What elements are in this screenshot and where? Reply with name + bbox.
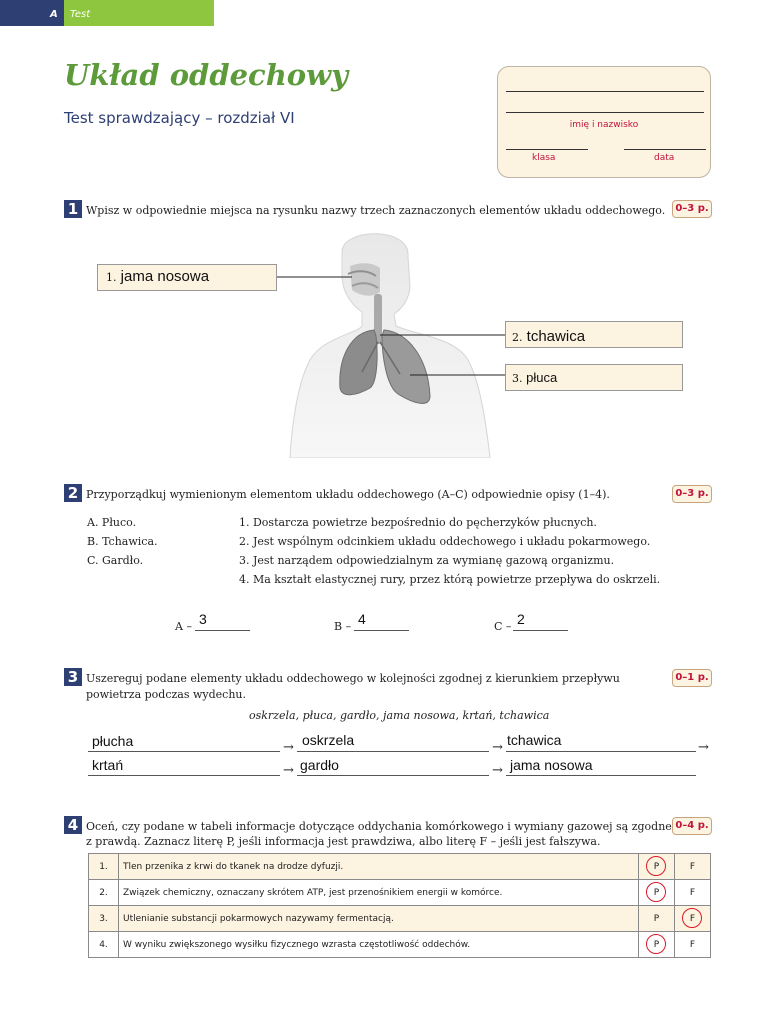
- question-number: 4: [64, 816, 82, 834]
- sequence-answer-6: jama nosowa: [510, 757, 593, 773]
- word-bank: oskrzela, płuca, gardło, jama nosowa, krtań, tchawica: [249, 709, 550, 722]
- description-item: 3. Jest narządem odpowiedzialnym za wymianę gazową organizmu.: [239, 554, 615, 567]
- answer-label-a: A –: [175, 620, 192, 633]
- true-false-table: [88, 853, 711, 958]
- sequence-line-6[interactable]: [506, 775, 696, 776]
- row-number-text: 2.: [99, 887, 108, 898]
- label-answer: jama nosowa: [120, 268, 210, 285]
- answer-circle-mark: [646, 882, 666, 902]
- answer-value-c: 2: [517, 611, 525, 627]
- question-text-line-2: powietrza podczas wydechu.: [86, 688, 247, 701]
- sequence-answer-4: krtań: [92, 757, 124, 773]
- question-number: 2: [64, 484, 82, 502]
- page-subtitle: Test sprawdzający – rozdział VI: [64, 109, 295, 127]
- sequence-answer-2: oskrzela: [302, 732, 355, 748]
- option-f[interactable]: [675, 880, 711, 906]
- question-number: 3: [64, 668, 82, 686]
- element-item: A. Płuco.: [87, 516, 137, 529]
- label-number: 1.: [106, 271, 117, 284]
- answer-value-b: 4: [358, 611, 366, 627]
- label-number: 3.: [512, 372, 523, 385]
- statement-text: Utlenianie substancji pokarmowych nazywamy fermentacją.: [123, 913, 394, 924]
- statement-text: Związek chemiczny, oznaczany skrótem ATP, jest przenośnikiem energii w komórce.: [123, 887, 503, 898]
- sequence-line-5[interactable]: [297, 775, 489, 776]
- row-number: [89, 880, 119, 906]
- sequence-line-1[interactable]: [88, 751, 280, 752]
- description-item: 1. Dostarcza powietrze bezpośrednio do pęcherzyków płucnych.: [239, 516, 597, 529]
- statement-text: Tlen przenika z krwi do tkanek na drodze dyfuzji.: [123, 861, 344, 872]
- section-letter: A: [0, 0, 64, 26]
- answer-label-c: C –: [494, 620, 512, 633]
- answer-line-c[interactable]: [513, 630, 568, 631]
- label-answer: płuca: [526, 370, 558, 385]
- element-item: C. Gardło.: [87, 554, 144, 567]
- date-label: data: [654, 153, 675, 163]
- label-box-2[interactable]: [505, 321, 683, 348]
- option-f-text: F: [689, 861, 696, 872]
- option-p[interactable]: [639, 932, 675, 958]
- row-number: [89, 906, 119, 932]
- question-text-line-1: Oceń, czy podane w tabeli informacje dotyczące oddychania komórkowego i wymiany gazowej są zgodne: [86, 820, 672, 833]
- question-text: Przyporządkuj wymienionym elementom układu oddechowego (A–C) odpowiednie opisy (1–4).: [86, 488, 610, 501]
- header-label: Test: [70, 9, 91, 20]
- answer-circle-mark: [646, 856, 666, 876]
- class-label: klasa: [532, 153, 556, 163]
- arrow-icon: →: [283, 763, 294, 778]
- label-answer: tchawica: [526, 328, 586, 345]
- description-item: 4. Ma kształt elastycznej rury, przez którą powietrze przepływa do oskrzeli.: [239, 573, 661, 586]
- arrow-icon: →: [492, 763, 503, 778]
- option-p-text: P: [653, 861, 660, 872]
- label-number: 2.: [512, 331, 523, 344]
- table-row: [89, 854, 711, 880]
- sequence-line-3[interactable]: [506, 751, 696, 752]
- arrow-icon: →: [492, 740, 503, 755]
- table-row: [89, 880, 711, 906]
- label-box-3[interactable]: [505, 364, 683, 391]
- row-number-text: 1.: [99, 861, 108, 872]
- label-box-1[interactable]: [97, 264, 277, 291]
- points-badge: 0–3 p.: [672, 485, 712, 503]
- option-f-text: F: [689, 887, 696, 898]
- sequence-answer-1: płucha: [92, 733, 134, 749]
- option-f-text: F: [689, 939, 696, 950]
- option-f[interactable]: [675, 854, 711, 880]
- row-number-text: 3.: [99, 913, 108, 924]
- option-p-text: P: [653, 913, 660, 924]
- option-p-text: P: [653, 887, 660, 898]
- answer-circle-mark: [682, 908, 702, 928]
- question-text: Wpisz w odpowiednie miejsca na rysunku nazwy trzech zaznaczonych elementów układu oddechowego.: [86, 204, 666, 217]
- sequence-answer-5: gardło: [300, 757, 339, 773]
- question-text-line-1: Uszereguj podane elementy układu oddechowego w kolejności zgodnej z kierunkiem przepływu: [86, 672, 620, 685]
- points-badge: 0–4 p.: [672, 817, 712, 835]
- element-item: B. Tchawica.: [87, 535, 158, 548]
- row-number: [89, 854, 119, 880]
- option-f[interactable]: [675, 906, 711, 932]
- question-text-line-2: z prawdą. Zaznacz literę P, jeśli informacja jest prawdziwa, albo literę F – jeśli jest fałszywa.: [86, 835, 601, 848]
- option-p[interactable]: [639, 854, 675, 880]
- statement: [119, 932, 639, 958]
- option-p-text: P: [653, 939, 660, 950]
- statement: [119, 880, 639, 906]
- points-badge: 0–3 p.: [672, 200, 712, 218]
- answer-line-b[interactable]: [354, 630, 409, 631]
- row-number-text: 4.: [99, 939, 108, 950]
- statement: [119, 854, 639, 880]
- table-row: [89, 932, 711, 958]
- sequence-answer-3: tchawica: [507, 732, 562, 748]
- answer-label-b: B –: [334, 620, 352, 633]
- statement-text: W wyniku zwiększonego wysiłku fizycznego wzrasta częstotliwość oddechów.: [123, 939, 471, 950]
- sequence-line-4[interactable]: [88, 775, 280, 776]
- arrow-icon: →: [698, 740, 709, 755]
- option-f-text: F: [689, 913, 696, 924]
- description-item: 2. Jest wspólnym odcinkiem układu oddechowego i układu pokarmowego.: [239, 535, 651, 548]
- page-title: Układ oddechowy: [64, 58, 348, 92]
- table-row: [89, 906, 711, 932]
- name-label: imię i nazwisko: [569, 120, 639, 130]
- row-number: [89, 932, 119, 958]
- answer-circle-mark: [646, 934, 666, 954]
- option-p[interactable]: [639, 880, 675, 906]
- statement: [119, 906, 639, 932]
- question-number: 1: [64, 200, 82, 218]
- answer-line-a[interactable]: [195, 630, 250, 631]
- arrow-icon: →: [283, 740, 294, 755]
- option-p[interactable]: [639, 906, 675, 932]
- sequence-line-2[interactable]: [297, 751, 489, 752]
- answer-value-a: 3: [199, 611, 207, 627]
- option-f[interactable]: [675, 932, 711, 958]
- points-badge: 0–1 p.: [672, 669, 712, 687]
